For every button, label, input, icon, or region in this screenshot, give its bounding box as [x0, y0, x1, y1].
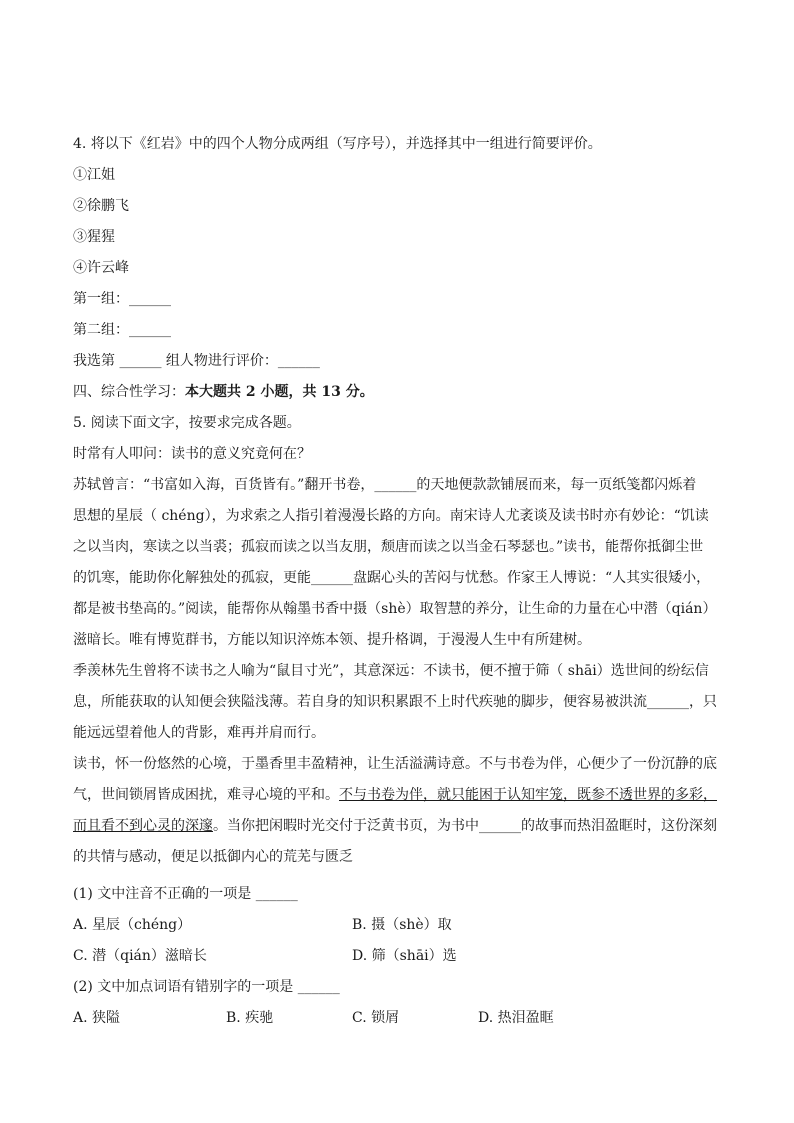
p1-line: 苏轼曾言：“书富如入海，百货皆有。”翻开书卷，______的天地便款款铺展而来，每一页纸笺都闪烁着 [73, 477, 697, 493]
q4-group-1: 第一组：______ [73, 291, 171, 307]
sub2-option-c: C. 锁屑 [352, 1010, 400, 1026]
p3-line-4: 的共情与感动，便足以抵御内心的荒芜与匮乏 [73, 849, 353, 865]
p3-line-3-plain: 。当你把闲暇时光交付于泛黄书页，为书中______的故事而热泪盈眶时，这份深刻 [213, 818, 717, 834]
section-4-prefix: 四、综合性学习： [73, 384, 185, 400]
sub-question-1-stem: (1) 文中注音不正确的一项是 ______ [73, 886, 298, 902]
p1-line: 的饥寒，能助你化解独处的孤寂，更能______盘踞心头的苦闷与忧愁。作家王人博说：“人其实很矮小， [73, 570, 711, 586]
section-4-bold: 本大题共 2 小题，共 13 分。 [185, 384, 374, 400]
question-4-stem: 4. 将以下《红岩》中的四个人物分成两组（写序号），并选择其中一组进行简要评价。 [73, 136, 602, 152]
p3-underlined-sentence-part-2: 而且看不到心灵的深邃 [73, 818, 213, 834]
sub2-option-a: A. 狭隘 [73, 1010, 121, 1026]
sub2-option-d: D. 热泪盈眶 [478, 1010, 554, 1026]
q4-item-2: ②徐鹏飞 [73, 198, 129, 214]
sub2-option-b: B. 疾驰 [226, 1010, 274, 1026]
p2-line: 息，所能获取的认知便会狭隘浅薄。若自身的知识积累跟不上时代疾驰的脚步，便容易被洪流______，只 [73, 694, 717, 710]
q4-item-4: ④许云峰 [73, 260, 129, 276]
q4-choose: 我选第 ______ 组人物进行评价：______ [73, 353, 320, 369]
q5-paragraph-2 [73, 656, 723, 749]
sub-question-2-stem: (2) 文中加点词语有错别字的一项是 ______ [73, 979, 340, 995]
q4-group-2: 第二组：______ [73, 322, 171, 338]
p3-line-1: 读书，怀一份悠然的心境，于墨香里丰盈精神，让生活溢满诗意。不与书卷为伴，心便少了一份沉静的底 [73, 756, 717, 772]
p3-underlined-sentence-part-1: 不与书卷为伴，就只能困于认知牢笼，既参不透世界的多彩， [339, 787, 717, 803]
q4-item-1: ①江姐 [73, 167, 115, 183]
p3-line-2 [73, 780, 723, 811]
p1-line: 之以当肉，寒读之以当裘；孤寂而读之以当友朋，颓唐而读之以当金石琴瑟也。”读书，能帮你抵御尘世 [73, 539, 704, 555]
q5-paragraph-3 [73, 749, 723, 873]
q5-paragraph-1 [73, 470, 723, 656]
sub1-option-c: C. 潜（qián）滋暗长 [73, 948, 207, 964]
q4-item-3: ③猩猩 [73, 229, 115, 245]
p2-line: 季羡林先生曾将不读书之人喻为“鼠目寸光”，其意深远：不读书，便不擅于筛（ shāi）选世间的纷纭信 [73, 663, 709, 679]
section-4-heading [73, 382, 374, 402]
p3-line-3 [73, 811, 723, 842]
sub1-option-a: A. 星辰（chéng） [73, 917, 192, 933]
p2-line: 能远远望着他人的背影，难再并肩而行。 [73, 725, 325, 741]
q5-intro: 时常有人叩问：读书的意义究竟何在？ [73, 446, 311, 462]
p1-line: 滋暗长。唯有博览群书，方能以知识淬炼本领、提升格调，于漫漫人生中有所建树。 [73, 632, 591, 648]
p1-line: 都是被书垫高的。”阅读，能帮你从翰墨书香中摄（shè）取智慧的养分，让生命的力量在心中潜（qián） [73, 601, 717, 617]
p1-line: 思想的星辰（ chéng），为求索之人指引着漫漫长路的方向。南宋诗人尤袤谈及读书时亦有妙论：“饥读 [73, 508, 709, 524]
p3-line-2-plain: 气，世间锁屑皆成困扰，难寻心境的平和。 [73, 787, 339, 803]
sub1-option-d: D. 筛（shāi）选 [352, 948, 457, 964]
sub1-option-b: B. 摄（shè）取 [352, 917, 452, 933]
question-5-stem: 5. 阅读下面文字，按要求完成各题。 [73, 415, 301, 431]
